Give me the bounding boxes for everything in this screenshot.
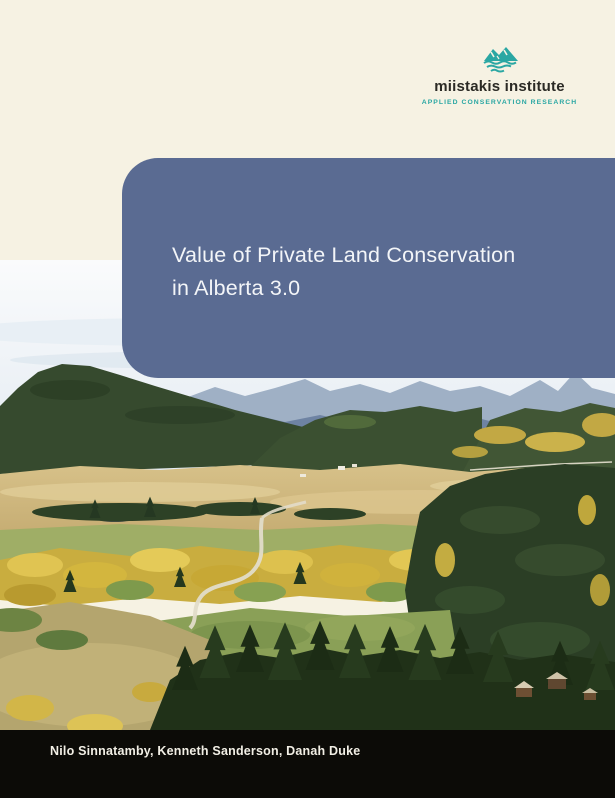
miistakis-logo (417, 44, 582, 106)
logo-tagline: APPLIED CONSERVATION RESEARCH (421, 98, 578, 106)
title-panel (122, 158, 615, 378)
authors-text: Nilo Sinnatamby, Kenneth Sanderson, Danah Duke (50, 744, 361, 758)
mountain-waves-icon (477, 44, 523, 76)
authors-footer-bar (0, 730, 615, 798)
report-title-line1: Value of Private Land Conservation (172, 243, 516, 267)
report-title-line2: in Alberta 3.0 (172, 276, 301, 300)
logo-org-name: miistakis institute (434, 78, 565, 95)
